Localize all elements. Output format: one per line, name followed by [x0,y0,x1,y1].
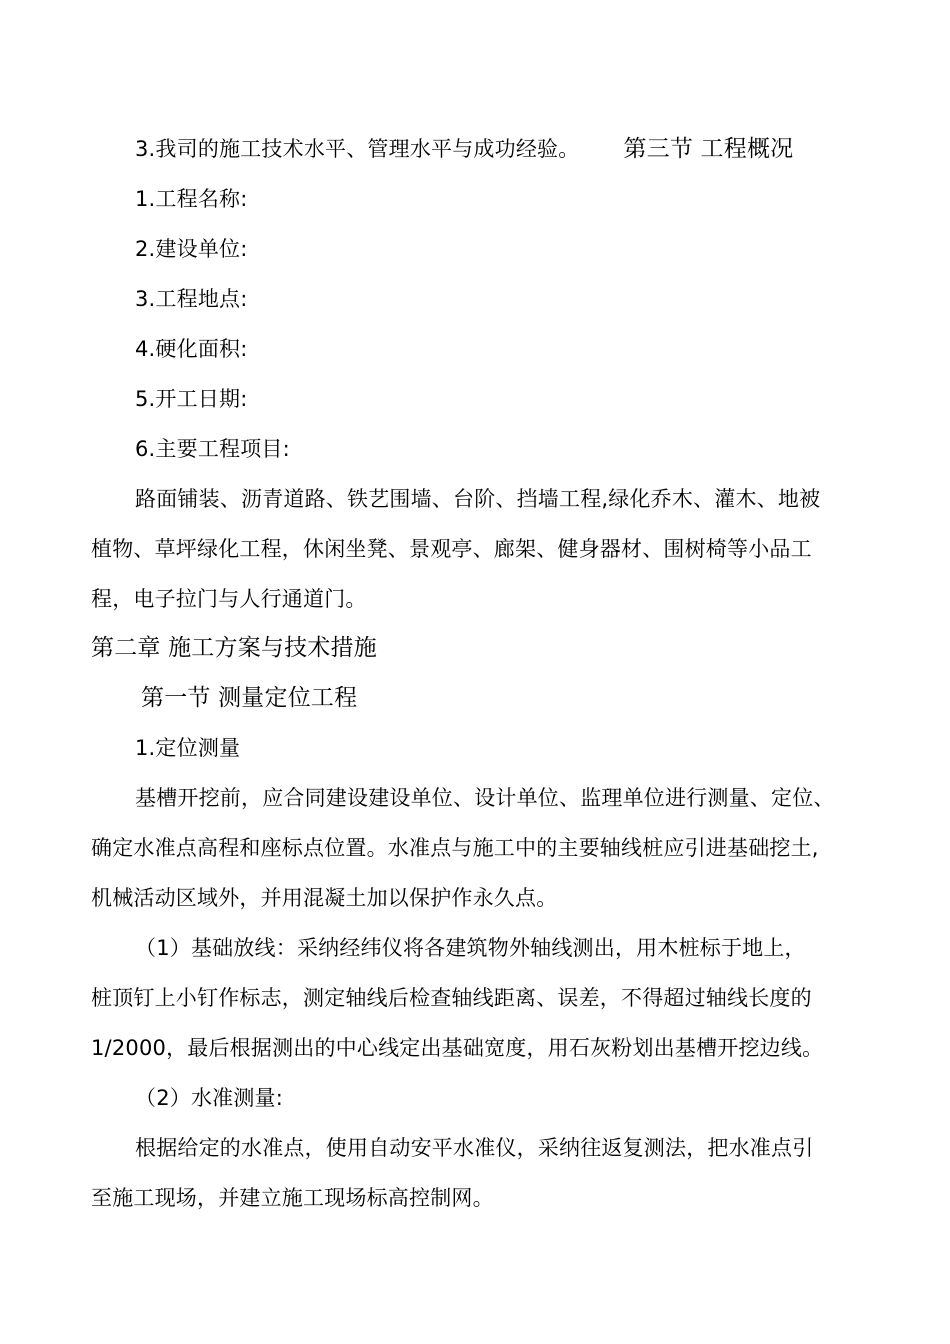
projects-line-3: 程，电子拉门与人行通道门。 [91,587,367,611]
trench-para-line-2: 确定水准点高程和座标点位置。水准点与施工中的主要轴线桩应引进基础挖土, [91,836,819,860]
level-para-line-1: 根据给定的水准点，使用自动安平水准仪，采纳往返复测法，把水准点引 [135,1136,814,1160]
trench-para-line-3: 机械活动区域外，并用混凝土加以保护作永久点。 [91,886,558,910]
subheading-positioning: 1.定位测量 [135,736,241,760]
intro-paragraph: 3.我司的施工技术水平、管理水平与成功经验。 [135,137,580,161]
section-3-heading: 第三节 工程概况 [623,136,794,162]
item-start-date: 5.开工日期: [135,387,248,411]
section-1-heading: 第一节 测量定位工程 [141,685,358,711]
subheading-leveling: （2）水准测量: [135,1086,284,1110]
layout-para-line-2: 桩顶钉上小钉作标志，测定轴线后检查轴线距离、误差，不得超过轴线长度的 [91,986,812,1010]
item-project-name: 1.工程名称: [135,187,248,211]
level-para-line-2: 至施工现场，并建立施工现场标高控制网。 [91,1186,494,1210]
chapter-2-heading: 第二章 施工方案与技术措施 [91,635,377,661]
projects-line-2: 植物、草坪绿化工程，休闲坐凳、景观亭、廊架、健身器材、围树椅等小品工 [91,537,812,561]
item-location: 3.工程地点: [135,287,248,311]
item-builder: 2.建设单位: [135,237,248,261]
layout-para-line-1: （1）基础放线：采纳经纬仪将各建筑物外轴线测出，用木桩标于地上， [135,936,806,960]
projects-line-1: 路面铺装、沥青道路、铁艺围墙、台阶、挡墙工程,绿化乔木、灌木、地被 [135,487,821,511]
intro-line [135,134,793,164]
item-main-projects: 6.主要工程项目: [135,437,290,461]
layout-para-line-3: 1/2000，最后根据测出的中心线定出基础宽度，用石灰粉划出基槽开挖边线。 [91,1036,824,1060]
item-hardened-area: 4.硬化面积: [135,337,248,361]
trench-para-line-1: 基槽开挖前，应合同建设建设单位、设计单位、监理单位进行测量、定位、 [135,786,835,810]
